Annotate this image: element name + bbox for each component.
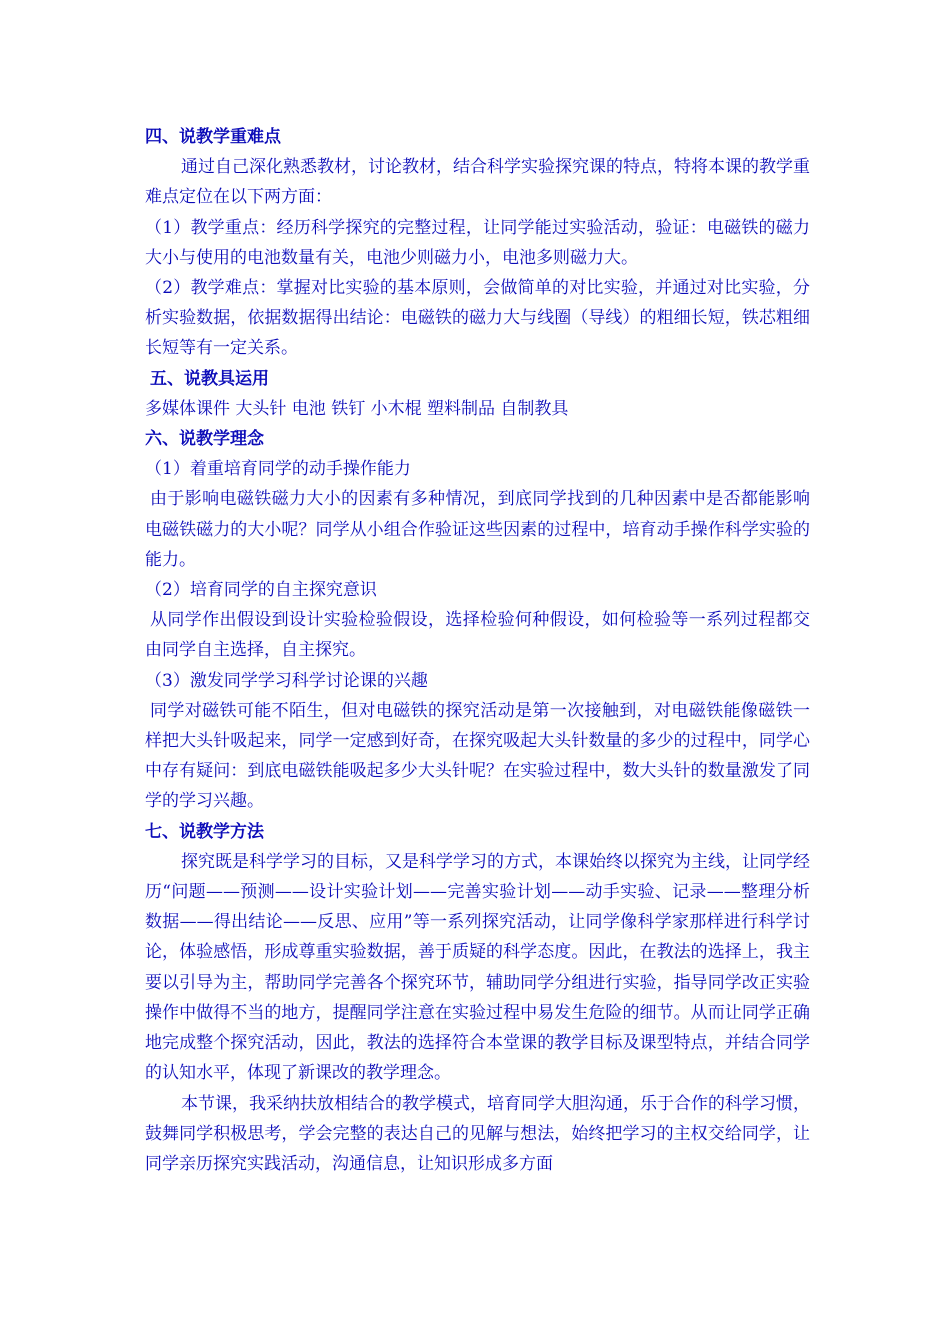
document-body (145, 122, 810, 1179)
philosophy-subheading-1: （1）着重培育同学的动手操作能力 (145, 459, 411, 480)
key-point-focus: （1）教学重点：经历科学探究的完整过程，让同学能过实验活动，验证：电磁铁的磁力大小与使用的电池数量有关，电池少则磁力小，电池多则磁力大。 (145, 217, 810, 268)
key-points-intro: 通过自己深化熟悉教材，讨论教材，结合科学实验探究课的特点，特将本课的教学重难点定位在以下两方面： (145, 157, 810, 208)
section-heading-teaching-methods: 七、说教学方法 (145, 821, 264, 842)
philosophy-body-3: 同学对磁铁可能不陌生，但对电磁铁的探究活动是第一次接触到，对电磁铁能像磁铁一样把大头针吸起来，同学一定感到好奇，在探究吸起大头针数量的多少的过程中，同学心中存有疑问：到底电磁铁能吸起多少大头针呢？在实验过程中，数大头针的数量激发了同学的学习兴趣。 (145, 700, 810, 812)
section-heading-key-points: 四、说教学重难点 (145, 127, 281, 147)
philosophy-body-1: 由于影响电磁铁磁力大小的因素有多种情况，到底同学找到的几种因素中是否都能影响电磁铁磁力的大小呢？同学从小组合作验证这些因素的过程中，培育动手操作科学实验的能力。 (145, 489, 810, 570)
section-heading-teaching-aids: 五、说教具运用 (150, 368, 269, 389)
philosophy-subheading-3: （3）激发同学学习科学讨论课的兴趣 (145, 670, 428, 691)
teaching-methods-paragraph-2: 本节课，我采纳扶放相结合的教学模式，培育同学大胆沟通，乐于合作的科学习惯，鼓舞同学积极思考，学会完整的表达自己的见解与想法，始终把学习的主权交给同学，让同学亲历探究实践活动，沟通信息，让知识形成多方面 (145, 1093, 810, 1174)
key-point-difficulty: （2）教学难点：掌握对比实验的基本原则，会做简单的对比实验，并通过对比实验，分析实验数据，依据数据得出结论：电磁铁的磁力大与线圈（导线）的粗细长短，铁芯粗细长短等有一定关系。 (145, 278, 810, 359)
teaching-methods-paragraph-1: 探究既是科学学习的目标，又是科学学习的方式，本课始终以探究为主线，让同学经历“问题——预测——设计实验计划——完善实验计划——动手实验、记录——整理分析数据——得出结论——反思、应用”等一系列探究活动，让同学像科学家那样进行科学讨论，体验感悟，形成尊重实验数据，善于质疑的科学态度。因此，在教法的选择上，我主要以引导为主，帮助同学完善各个探究环节，辅助同学分组进行实验，指导同学改正实验操作中做得不当的地方，提醒同学注意在实验过程中易发生危险的细节。从而让同学正确地完成整个探究活动，因此，教法的选择符合本堂课的教学目标及课型特点，并结合同学的认知水平，体现了新课改的教学理念。 (145, 851, 810, 1084)
philosophy-subheading-2: （2）培育同学的自主探究意识 (145, 580, 377, 601)
teaching-aids-list: 多媒体课件 大头针 电池 铁钉 小木棍 塑料制品 自制教具 (145, 398, 569, 419)
philosophy-body-2: 从同学作出假设到设计实验检验假设，选择检验何种假设，如何检验等一系列过程都交由同学自主选择，自主探究。 (145, 610, 810, 661)
section-heading-teaching-philosophy: 六、说教学理念 (145, 429, 264, 450)
